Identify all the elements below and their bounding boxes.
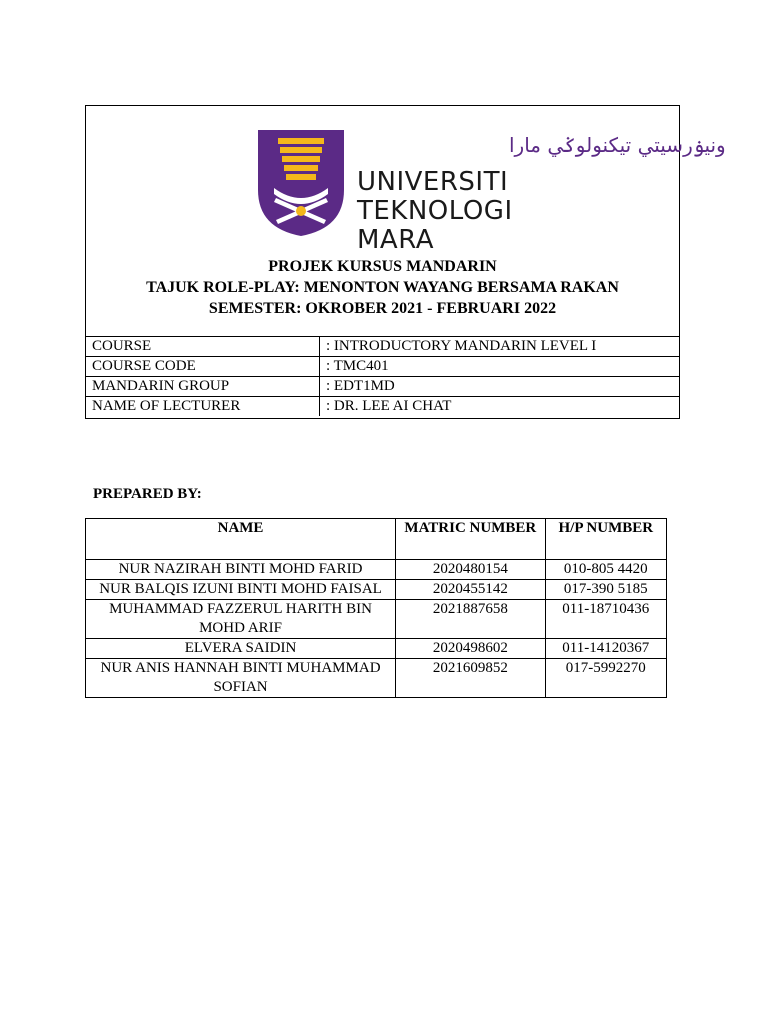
table-row — [86, 600, 667, 639]
table-row — [86, 560, 667, 580]
member-matric: 2020455142 — [396, 580, 546, 600]
lecturer-label: NAME OF LECTURER — [86, 397, 320, 417]
mandarin-group-row — [86, 377, 679, 397]
member-name: ELVERA SAIDIN — [86, 639, 396, 659]
project-titles — [86, 256, 679, 319]
member-hp: 011-14120367 — [545, 639, 666, 659]
lecturer-row — [86, 397, 679, 417]
table-row — [86, 580, 667, 600]
members-table — [85, 518, 667, 698]
title-line-1: PROJEK KURSUS MANDARIN — [268, 258, 497, 275]
members-header-row — [86, 519, 667, 560]
prepared-by-heading: PREPARED BY: — [93, 486, 202, 502]
jawi-text: ونيۏرسيتي تيكنولوݢي مارا — [509, 133, 726, 157]
course-code-row — [86, 357, 679, 377]
member-hp: 017-5992270 — [545, 659, 666, 698]
member-matric: 2020480154 — [396, 560, 546, 580]
course-info-table — [86, 336, 679, 416]
member-hp: 017-390 5185 — [545, 580, 666, 600]
cover-box — [85, 105, 726, 419]
logo-line-3: MARA — [357, 225, 435, 255]
mandarin-group-value: : EDT1MD — [320, 377, 680, 397]
member-matric: 2020498602 — [396, 639, 546, 659]
mandarin-group-label: MANDARIN GROUP — [86, 377, 320, 397]
member-matric: 2021609852 — [396, 659, 546, 698]
member-hp: 011-18710436 — [545, 600, 666, 639]
member-name: NUR NAZIRAH BINTI MOHD FARID — [86, 560, 396, 580]
uitm-logo — [256, 128, 726, 255]
member-name: MUHAMMAD FAZZERUL HARITH BIN MOHD ARIF — [86, 600, 396, 639]
lecturer-value: : DR. LEE AI CHAT — [320, 397, 680, 417]
university-name — [357, 168, 513, 255]
course-row — [86, 337, 679, 357]
header-hp: H/P NUMBER — [545, 519, 666, 560]
course-value: : INTRODUCTORY MANDARIN LEVEL I — [320, 337, 680, 357]
table-row — [86, 639, 667, 659]
header-name: NAME — [86, 519, 396, 560]
course-label: COURSE — [86, 337, 320, 357]
jawi-script-logo — [359, 128, 726, 162]
course-code-value: : TMC401 — [320, 357, 680, 377]
uitm-shield-icon — [256, 128, 346, 238]
member-name: NUR BALQIS IZUNI BINTI MOHD FAISAL — [86, 580, 396, 600]
member-name: NUR ANIS HANNAH BINTI MUHAMMAD SOFIAN — [86, 659, 396, 698]
course-code-label: COURSE CODE — [86, 357, 320, 377]
member-hp: 010-805 4420 — [545, 560, 666, 580]
title-line-2: TAJUK ROLE-PLAY: MENONTON WAYANG BERSAMA RAKAN — [146, 279, 619, 296]
header-matric: MATRIC NUMBER — [396, 519, 546, 560]
logo-line-1: UNIVERSITI — [357, 167, 509, 197]
title-line-3: SEMESTER: OKROBER 2021 - FEBRUARI 2022 — [208, 300, 557, 317]
member-matric: 2021887658 — [396, 600, 546, 639]
logo-line-2: TEKNOLOGI — [357, 196, 513, 226]
table-row — [86, 659, 667, 698]
